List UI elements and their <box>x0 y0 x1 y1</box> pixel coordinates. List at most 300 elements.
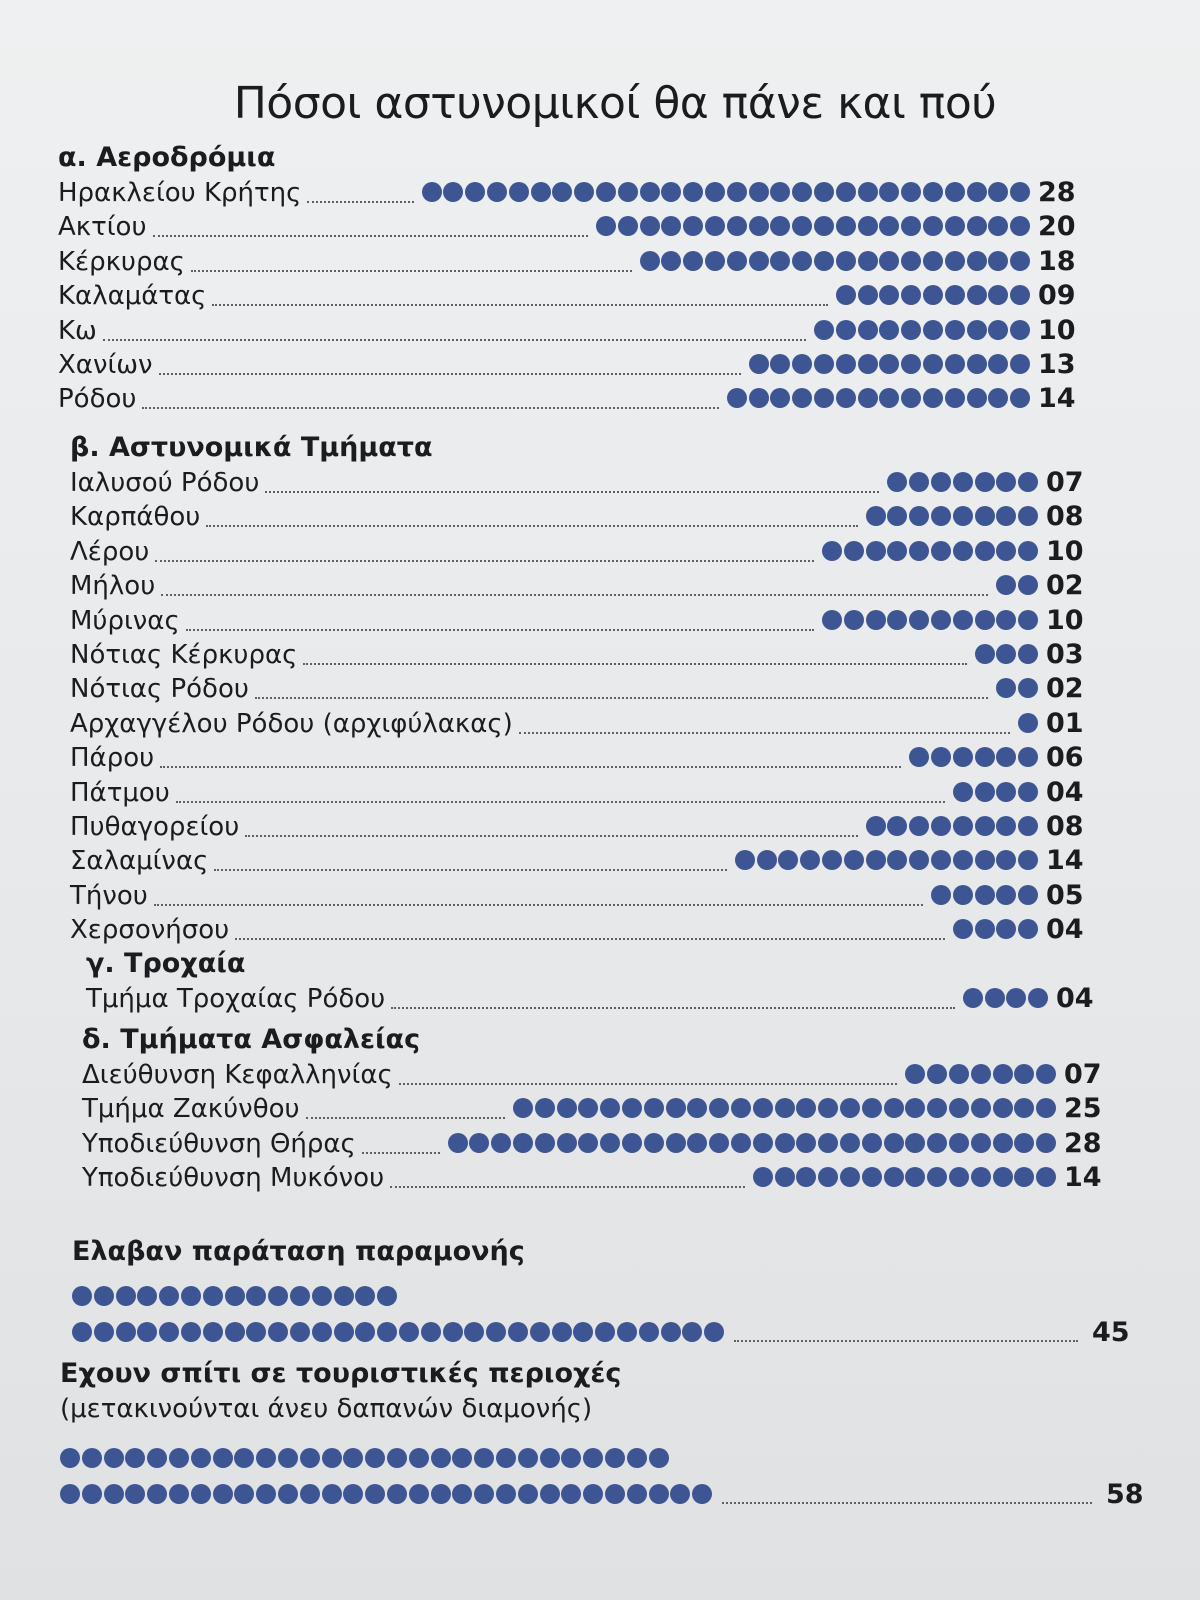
data-dot <box>749 182 769 202</box>
data-dot <box>666 1133 686 1153</box>
data-dot <box>862 1167 882 1187</box>
data-dot <box>844 610 864 630</box>
value-label: 03 <box>1046 639 1084 670</box>
data-dot <box>72 1286 92 1306</box>
dot-group <box>953 782 1040 804</box>
data-dot <box>796 1098 816 1118</box>
data-dot <box>757 850 777 870</box>
data-dot <box>203 1286 223 1306</box>
data-dot <box>618 182 638 202</box>
data-dot <box>622 1133 642 1153</box>
data-dot <box>975 782 995 802</box>
data-dot <box>1018 782 1038 802</box>
housing-total-value: 58 <box>1106 1479 1144 1510</box>
data-dot <box>1036 1167 1056 1187</box>
data-dot <box>967 320 987 340</box>
data-dot <box>727 251 747 271</box>
value-label: 02 <box>1046 570 1084 602</box>
chart-title: Πόσοι αστυνομικοί θα πάνε και πού <box>233 78 997 129</box>
data-dot <box>452 1448 472 1468</box>
data-dot <box>578 1098 598 1118</box>
data-dot <box>901 388 921 408</box>
housing-subheading: (μετακινούνται άνευ δαπανών διαμονής) <box>60 1394 593 1424</box>
table-row <box>58 210 1088 244</box>
data-dot <box>1018 644 1038 664</box>
table-row <box>70 776 1096 810</box>
data-dot <box>996 850 1016 870</box>
data-dot <box>975 885 995 905</box>
data-dot <box>116 1322 136 1342</box>
table-row <box>58 279 1088 313</box>
table-row <box>82 1161 1114 1195</box>
data-dot <box>923 320 943 340</box>
data-dot <box>600 1133 620 1153</box>
data-dot <box>256 1448 276 1468</box>
data-dot <box>775 1133 795 1153</box>
row-label: Υποδιεύθυνση Θήρας <box>82 1128 356 1159</box>
data-dot <box>985 988 1005 1008</box>
data-dot <box>290 1286 310 1306</box>
section-heading: δ. Τμήματα Ασφαλείας <box>82 1024 421 1055</box>
table-row <box>70 500 1096 534</box>
data-dot <box>518 1448 538 1468</box>
data-dot <box>753 1167 773 1187</box>
value-label: 04 <box>1046 776 1084 808</box>
data-dot <box>94 1322 114 1342</box>
data-dot <box>996 885 1016 905</box>
data-dot <box>884 1098 904 1118</box>
dot-group <box>448 1133 1058 1155</box>
data-dot <box>770 216 790 236</box>
data-dot <box>618 216 638 236</box>
data-dot <box>993 1064 1013 1084</box>
data-dot <box>866 610 886 630</box>
table-row <box>58 176 1088 210</box>
data-dot <box>967 285 987 305</box>
data-dot <box>278 1448 298 1468</box>
data-dot <box>469 1133 489 1153</box>
data-dot <box>682 1322 702 1342</box>
housing-dot-row <box>60 1448 670 1470</box>
data-dot <box>1014 1064 1034 1084</box>
data-dot <box>879 354 899 374</box>
data-dot <box>496 1448 516 1468</box>
leader-line <box>186 629 814 631</box>
data-dot <box>879 251 899 271</box>
data-dot <box>814 388 834 408</box>
row-label: Κω <box>58 315 97 346</box>
data-dot <box>814 354 834 374</box>
data-dot <box>975 644 995 664</box>
data-dot <box>334 1322 354 1342</box>
data-dot <box>574 182 594 202</box>
value-label: 08 <box>1046 811 1084 842</box>
data-dot <box>661 216 681 236</box>
data-dot <box>60 1448 80 1468</box>
data-dot <box>988 320 1008 340</box>
data-dot <box>666 1098 686 1118</box>
leader-line <box>103 339 806 341</box>
table-row <box>82 1058 1114 1092</box>
data-dot <box>953 850 973 870</box>
extension-heading: Ελαβαν παράταση παραμονής <box>72 1236 525 1267</box>
data-dot <box>1010 216 1030 236</box>
data-dot <box>858 285 878 305</box>
row-label: Πάρου <box>70 743 155 774</box>
data-dot <box>334 1286 354 1306</box>
data-dot <box>1006 988 1026 1008</box>
row-label: Πυθαγορείου <box>70 812 240 842</box>
data-dot <box>513 1133 533 1153</box>
data-dot <box>1018 472 1038 492</box>
leader-line <box>722 1502 1092 1504</box>
data-dot <box>753 1133 773 1153</box>
data-dot <box>268 1322 288 1342</box>
dot-group <box>866 506 1040 528</box>
data-dot <box>949 1098 969 1118</box>
data-dot <box>949 1064 969 1084</box>
data-dot <box>518 1484 538 1504</box>
table-row <box>70 569 1096 603</box>
data-dot <box>513 1098 533 1118</box>
data-dot <box>949 1133 969 1153</box>
data-dot <box>399 1322 419 1342</box>
data-dot <box>644 1133 664 1153</box>
data-dot <box>905 1167 925 1187</box>
data-dot <box>731 1133 751 1153</box>
value-label: 05 <box>1046 879 1084 911</box>
data-dot <box>649 1484 669 1504</box>
data-dot <box>923 251 943 271</box>
data-dot <box>561 1448 581 1468</box>
data-dot <box>945 216 965 236</box>
data-dot <box>844 541 864 561</box>
data-dot <box>996 816 1016 836</box>
data-dot <box>814 251 834 271</box>
data-dot <box>931 541 951 561</box>
table-row <box>70 466 1096 500</box>
data-dot <box>945 251 965 271</box>
table-row <box>70 707 1096 741</box>
row-label: Καλαμάτας <box>58 281 207 312</box>
data-dot <box>879 388 899 408</box>
data-dot <box>931 472 951 492</box>
data-dot <box>953 541 973 561</box>
data-dot <box>927 1133 947 1153</box>
dot-group <box>953 919 1040 941</box>
value-label: 28 <box>1064 1127 1102 1159</box>
data-dot <box>583 1448 603 1468</box>
data-dot <box>931 747 951 767</box>
dot-group <box>422 182 1032 204</box>
data-dot <box>836 251 856 271</box>
row-label: Αρχαγγέλου Ρόδου (αρχιφύλακας) <box>70 708 513 739</box>
data-dot <box>971 1167 991 1187</box>
data-dot <box>996 610 1016 630</box>
data-dot <box>953 610 973 630</box>
data-dot <box>535 1133 555 1153</box>
data-dot <box>953 885 973 905</box>
data-dot <box>683 182 703 202</box>
dot-group <box>640 251 1032 273</box>
data-dot <box>866 850 886 870</box>
data-dot <box>595 1322 615 1342</box>
data-dot <box>858 354 878 374</box>
data-dot <box>300 1484 320 1504</box>
data-dot <box>905 1098 925 1118</box>
leader-line <box>176 801 945 803</box>
data-dot <box>818 1098 838 1118</box>
housing-dot-row <box>60 1484 714 1506</box>
data-dot <box>836 285 856 305</box>
data-dot <box>988 182 1008 202</box>
leader-line <box>191 270 632 272</box>
data-dot <box>884 1133 904 1153</box>
data-dot <box>836 388 856 408</box>
value-label: 01 <box>1046 707 1084 739</box>
data-dot <box>596 216 616 236</box>
data-dot <box>365 1448 385 1468</box>
data-dot <box>639 1322 659 1342</box>
row-label: Ακτίου <box>58 212 147 243</box>
data-dot <box>343 1484 363 1504</box>
data-dot <box>949 1167 969 1187</box>
data-dot <box>491 1133 511 1153</box>
value-label: 04 <box>1056 983 1094 1014</box>
leader-line <box>212 304 827 306</box>
data-dot <box>862 1098 882 1118</box>
data-dot <box>953 747 973 767</box>
row-label: Καρπάθου <box>70 502 201 533</box>
data-dot <box>975 541 995 561</box>
data-dot <box>1036 1133 1056 1153</box>
data-dot <box>923 216 943 236</box>
row-label: Σαλαμίνας <box>70 846 209 877</box>
data-dot <box>125 1448 145 1468</box>
data-dot <box>531 182 551 202</box>
data-dot <box>443 182 463 202</box>
data-dot <box>945 285 965 305</box>
data-dot <box>945 320 965 340</box>
data-dot <box>770 251 790 271</box>
leader-line <box>160 766 901 768</box>
value-label: 18 <box>1038 245 1076 277</box>
data-dot <box>901 251 921 271</box>
data-dot <box>909 472 929 492</box>
data-dot <box>225 1286 245 1306</box>
data-dot <box>971 1133 991 1153</box>
leader-line <box>390 1186 745 1188</box>
data-dot <box>104 1484 124 1504</box>
data-dot <box>993 1167 1013 1187</box>
table-row <box>70 604 1096 638</box>
data-dot <box>387 1484 407 1504</box>
data-dot <box>661 251 681 271</box>
data-dot <box>967 216 987 236</box>
dot-group <box>749 354 1032 376</box>
data-dot <box>256 1484 276 1504</box>
data-dot <box>988 251 1008 271</box>
data-dot <box>822 850 842 870</box>
row-label: Χερσονήσου <box>70 915 230 946</box>
dot-group <box>975 644 1040 666</box>
data-dot <box>552 182 572 202</box>
data-dot <box>1018 678 1038 698</box>
data-dot <box>1018 541 1038 561</box>
data-dot <box>993 1098 1013 1118</box>
data-dot <box>278 1484 298 1504</box>
row-label: Νότιας Κέρκυρας <box>70 640 298 670</box>
row-label: Τμήμα Ζακύνθου <box>82 1094 300 1125</box>
value-label: 02 <box>1046 673 1084 705</box>
data-dot <box>464 1322 484 1342</box>
data-dot <box>945 388 965 408</box>
data-dot <box>246 1286 266 1306</box>
data-dot <box>1018 747 1038 767</box>
data-dot <box>705 251 725 271</box>
data-dot <box>530 1322 550 1342</box>
data-dot <box>687 1133 707 1153</box>
value-label: 20 <box>1038 211 1076 243</box>
data-dot <box>640 251 660 271</box>
data-dot <box>814 216 834 236</box>
data-dot <box>901 216 921 236</box>
dot-group <box>1018 713 1040 735</box>
data-dot <box>971 1064 991 1084</box>
data-dot <box>709 1133 729 1153</box>
dot-group <box>909 747 1040 769</box>
data-dot <box>996 575 1016 595</box>
data-dot <box>967 251 987 271</box>
data-dot <box>661 182 681 202</box>
leader-line <box>153 235 588 237</box>
data-dot <box>561 1484 581 1504</box>
data-dot <box>448 1133 468 1153</box>
table-row <box>70 535 1096 569</box>
data-dot <box>421 1322 441 1342</box>
value-label: 14 <box>1064 1162 1102 1194</box>
data-dot <box>953 506 973 526</box>
data-dot <box>796 1133 816 1153</box>
value-label: 08 <box>1046 501 1084 533</box>
table-row <box>58 382 1088 416</box>
dot-group <box>814 320 1032 342</box>
data-dot <box>975 506 995 526</box>
data-dot <box>887 850 907 870</box>
data-dot <box>770 182 790 202</box>
data-dot <box>692 1484 712 1504</box>
data-dot <box>792 251 812 271</box>
data-dot <box>993 1133 1013 1153</box>
data-dot <box>137 1322 157 1342</box>
data-dot <box>953 472 973 492</box>
data-dot <box>578 1133 598 1153</box>
leader-line <box>306 1117 505 1119</box>
table-row <box>70 913 1096 947</box>
data-dot <box>683 251 703 271</box>
data-dot <box>422 182 442 202</box>
table-row <box>70 810 1096 844</box>
data-dot <box>312 1286 332 1306</box>
data-dot <box>213 1484 233 1504</box>
data-dot <box>792 354 812 374</box>
data-dot <box>225 1322 245 1342</box>
data-dot <box>181 1286 201 1306</box>
housing-heading: Εχουν σπίτι σε τουριστικές περιοχές <box>60 1358 622 1389</box>
data-dot <box>927 1064 947 1084</box>
data-dot <box>509 182 529 202</box>
data-dot <box>988 354 1008 374</box>
value-label: 14 <box>1046 845 1084 877</box>
data-dot <box>649 1448 669 1468</box>
data-dot <box>1036 1064 1056 1084</box>
data-dot <box>300 1448 320 1468</box>
extension-dot-row <box>72 1322 726 1344</box>
data-dot <box>661 1322 681 1342</box>
data-dot <box>953 919 973 939</box>
data-dot <box>1036 1098 1056 1118</box>
data-dot <box>909 610 929 630</box>
leader-line <box>265 491 879 493</box>
data-dot <box>627 1484 647 1504</box>
data-dot <box>234 1448 254 1468</box>
table-row <box>70 844 1096 878</box>
data-dot <box>617 1322 637 1342</box>
data-dot <box>552 1322 572 1342</box>
data-dot <box>312 1322 332 1342</box>
data-dot <box>605 1484 625 1504</box>
data-dot <box>844 850 864 870</box>
table-row <box>70 879 1096 913</box>
data-dot <box>94 1286 114 1306</box>
data-dot <box>927 1098 947 1118</box>
table-row <box>58 348 1088 382</box>
row-label: Τμήμα Τροχαίας Ρόδου <box>86 984 386 1014</box>
row-label: Λέρου <box>70 536 150 567</box>
data-dot <box>749 216 769 236</box>
data-dot <box>901 320 921 340</box>
data-dot <box>770 388 790 408</box>
data-dot <box>147 1484 167 1504</box>
data-dot <box>901 285 921 305</box>
data-dot <box>573 1322 593 1342</box>
data-dot <box>975 472 995 492</box>
data-dot <box>800 850 820 870</box>
data-dot <box>909 506 929 526</box>
data-dot <box>465 182 485 202</box>
data-dot <box>988 388 1008 408</box>
data-dot <box>557 1133 577 1153</box>
data-dot <box>996 541 1016 561</box>
data-dot <box>866 816 886 836</box>
data-dot <box>905 1064 925 1084</box>
data-dot <box>727 216 747 236</box>
data-dot <box>996 506 1016 526</box>
data-dot <box>975 610 995 630</box>
data-dot <box>431 1484 451 1504</box>
data-dot <box>355 1322 375 1342</box>
data-dot <box>72 1322 92 1342</box>
data-dot <box>879 182 899 202</box>
data-dot <box>975 919 995 939</box>
data-dot <box>213 1448 233 1468</box>
dot-group <box>866 816 1040 838</box>
data-dot <box>836 320 856 340</box>
data-dot <box>909 747 929 767</box>
value-label: 14 <box>1038 383 1076 415</box>
data-dot <box>474 1484 494 1504</box>
leader-line <box>519 732 1010 734</box>
